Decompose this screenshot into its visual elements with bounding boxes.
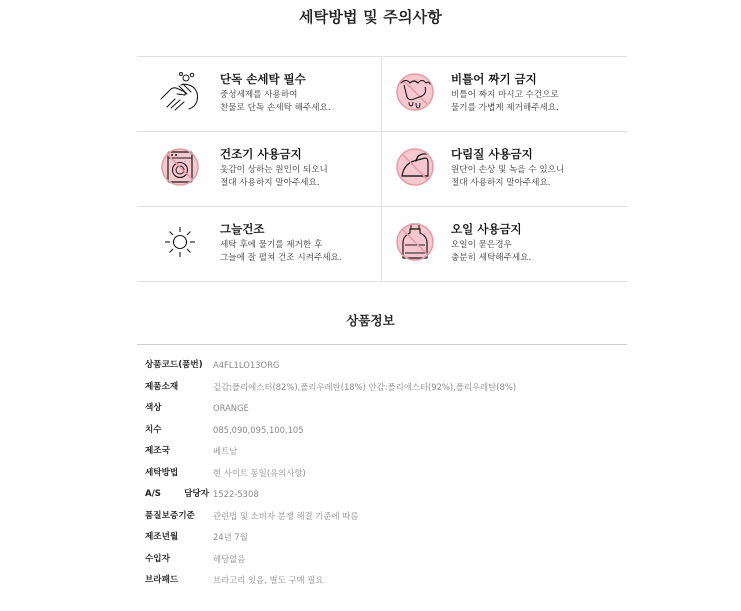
no-wring-icon bbox=[392, 69, 438, 115]
no-oil-icon bbox=[392, 219, 438, 265]
care-item-desc: 절대 사용하지 말아주세요. bbox=[220, 178, 320, 188]
product-info-heading: 상품정보 bbox=[346, 313, 395, 328]
info-label: 색상 bbox=[145, 403, 162, 413]
info-row-size bbox=[145, 424, 615, 437]
info-label: 제품소재 bbox=[145, 381, 179, 392]
info-row-quality-standard bbox=[145, 510, 615, 523]
info-row-color bbox=[145, 402, 615, 415]
info-label: 치수 bbox=[145, 424, 162, 435]
care-item-title: 비틀어 짜기 금지 bbox=[451, 72, 537, 86]
care-item-desc: 절대 사용하지 말아주세요. bbox=[451, 178, 551, 188]
care-item-desc: 그늘에 잘 펼쳐 건조 시켜주세요. bbox=[220, 253, 342, 263]
info-label: 제조국 bbox=[145, 446, 170, 456]
info-value: 085,090,095,100,105 bbox=[213, 424, 304, 435]
no-tumble-dry-icon bbox=[157, 144, 203, 190]
info-row-manufacture-date bbox=[145, 531, 615, 544]
info-row-wash-method bbox=[145, 467, 615, 480]
info-row-origin bbox=[145, 445, 615, 458]
care-item-title: 단독 손세탁 필수 bbox=[220, 72, 306, 86]
care-item-shade-dry bbox=[137, 207, 381, 281]
no-iron-icon bbox=[392, 144, 438, 190]
info-row-material bbox=[145, 381, 615, 394]
info-value: A4FL1LO13ORG bbox=[213, 360, 280, 370]
product-info-table bbox=[145, 359, 615, 587]
care-item-desc: 물기를 가볍게 제거해주세요. bbox=[451, 103, 559, 113]
care-item-desc: 오일이 묻은경우 bbox=[451, 240, 512, 250]
care-row bbox=[137, 56, 627, 131]
care-row bbox=[137, 206, 627, 282]
info-label: 품질보증기준 bbox=[145, 510, 195, 521]
info-label: 수입자 bbox=[145, 553, 170, 564]
care-item-desc: 충분히 세탁해주세요. bbox=[451, 253, 532, 263]
info-row-importer bbox=[145, 553, 615, 566]
info-value: 1522-5308 bbox=[213, 489, 259, 499]
info-value: 24년 7월 bbox=[213, 532, 248, 542]
care-item-desc: 찬물로 단독 손세탁 해주세요. bbox=[220, 103, 331, 113]
care-item-hand-wash bbox=[137, 57, 381, 131]
info-value: 브라고리 있음, 별도 구매 필요 bbox=[213, 575, 324, 585]
info-row-as-contact bbox=[145, 488, 615, 501]
info-row-bra-pad bbox=[145, 574, 615, 587]
info-label: 제조년월 bbox=[145, 532, 179, 542]
info-label: 상품코드(품번) bbox=[145, 360, 203, 370]
info-label: 세탁방법 bbox=[145, 467, 179, 478]
shade-dry-sun-icon bbox=[157, 219, 203, 265]
care-item-title: 오일 사용금지 bbox=[451, 222, 522, 236]
care-item-desc: 원단이 손상 및 녹을 수 있으니 bbox=[451, 165, 565, 175]
care-item-no-wring bbox=[381, 57, 626, 131]
info-row-product-code bbox=[145, 359, 615, 372]
care-row bbox=[137, 131, 627, 206]
care-item-no-tumble-dry bbox=[137, 132, 381, 206]
info-label: 브라패드 bbox=[145, 575, 179, 585]
care-item-desc: 비틀어 짜지 마시고 수건으로 bbox=[451, 90, 559, 100]
care-item-desc: 옷감이 상하는 원인이 되오니 bbox=[220, 165, 328, 175]
info-value: 해당없음 bbox=[213, 553, 246, 564]
hand-wash-icon bbox=[157, 69, 203, 115]
info-value: 관련법 및 소비자 분쟁 해결 기준에 따름 bbox=[213, 510, 359, 521]
info-value: 현 사이트 동일(유의사항) bbox=[213, 467, 306, 478]
info-label: A/S 담당자 bbox=[145, 489, 209, 499]
care-item-no-iron bbox=[381, 132, 626, 206]
care-item-title: 건조기 사용금지 bbox=[220, 147, 302, 161]
divider bbox=[137, 344, 627, 345]
info-value: 베트남 bbox=[213, 446, 238, 456]
care-item-desc: 중성세제를 사용하여 bbox=[220, 90, 298, 100]
care-item-no-oil bbox=[381, 207, 626, 281]
care-item-desc: 세탁 후에 물기를 제거한 후 bbox=[220, 240, 323, 250]
info-value: ORANGE bbox=[213, 403, 249, 413]
care-item-title: 다림질 사용금지 bbox=[451, 147, 533, 161]
care-item-title: 그늘건조 bbox=[220, 222, 265, 236]
care-instructions-grid bbox=[137, 56, 627, 282]
info-value: 겉감:폴리에스터(82%),폴리우레탄(18%) 안감:폴리에스터(92%),폴리우레탄(8%) bbox=[213, 381, 517, 392]
page-title: 세탁방법 및 주의사항 bbox=[298, 8, 443, 26]
